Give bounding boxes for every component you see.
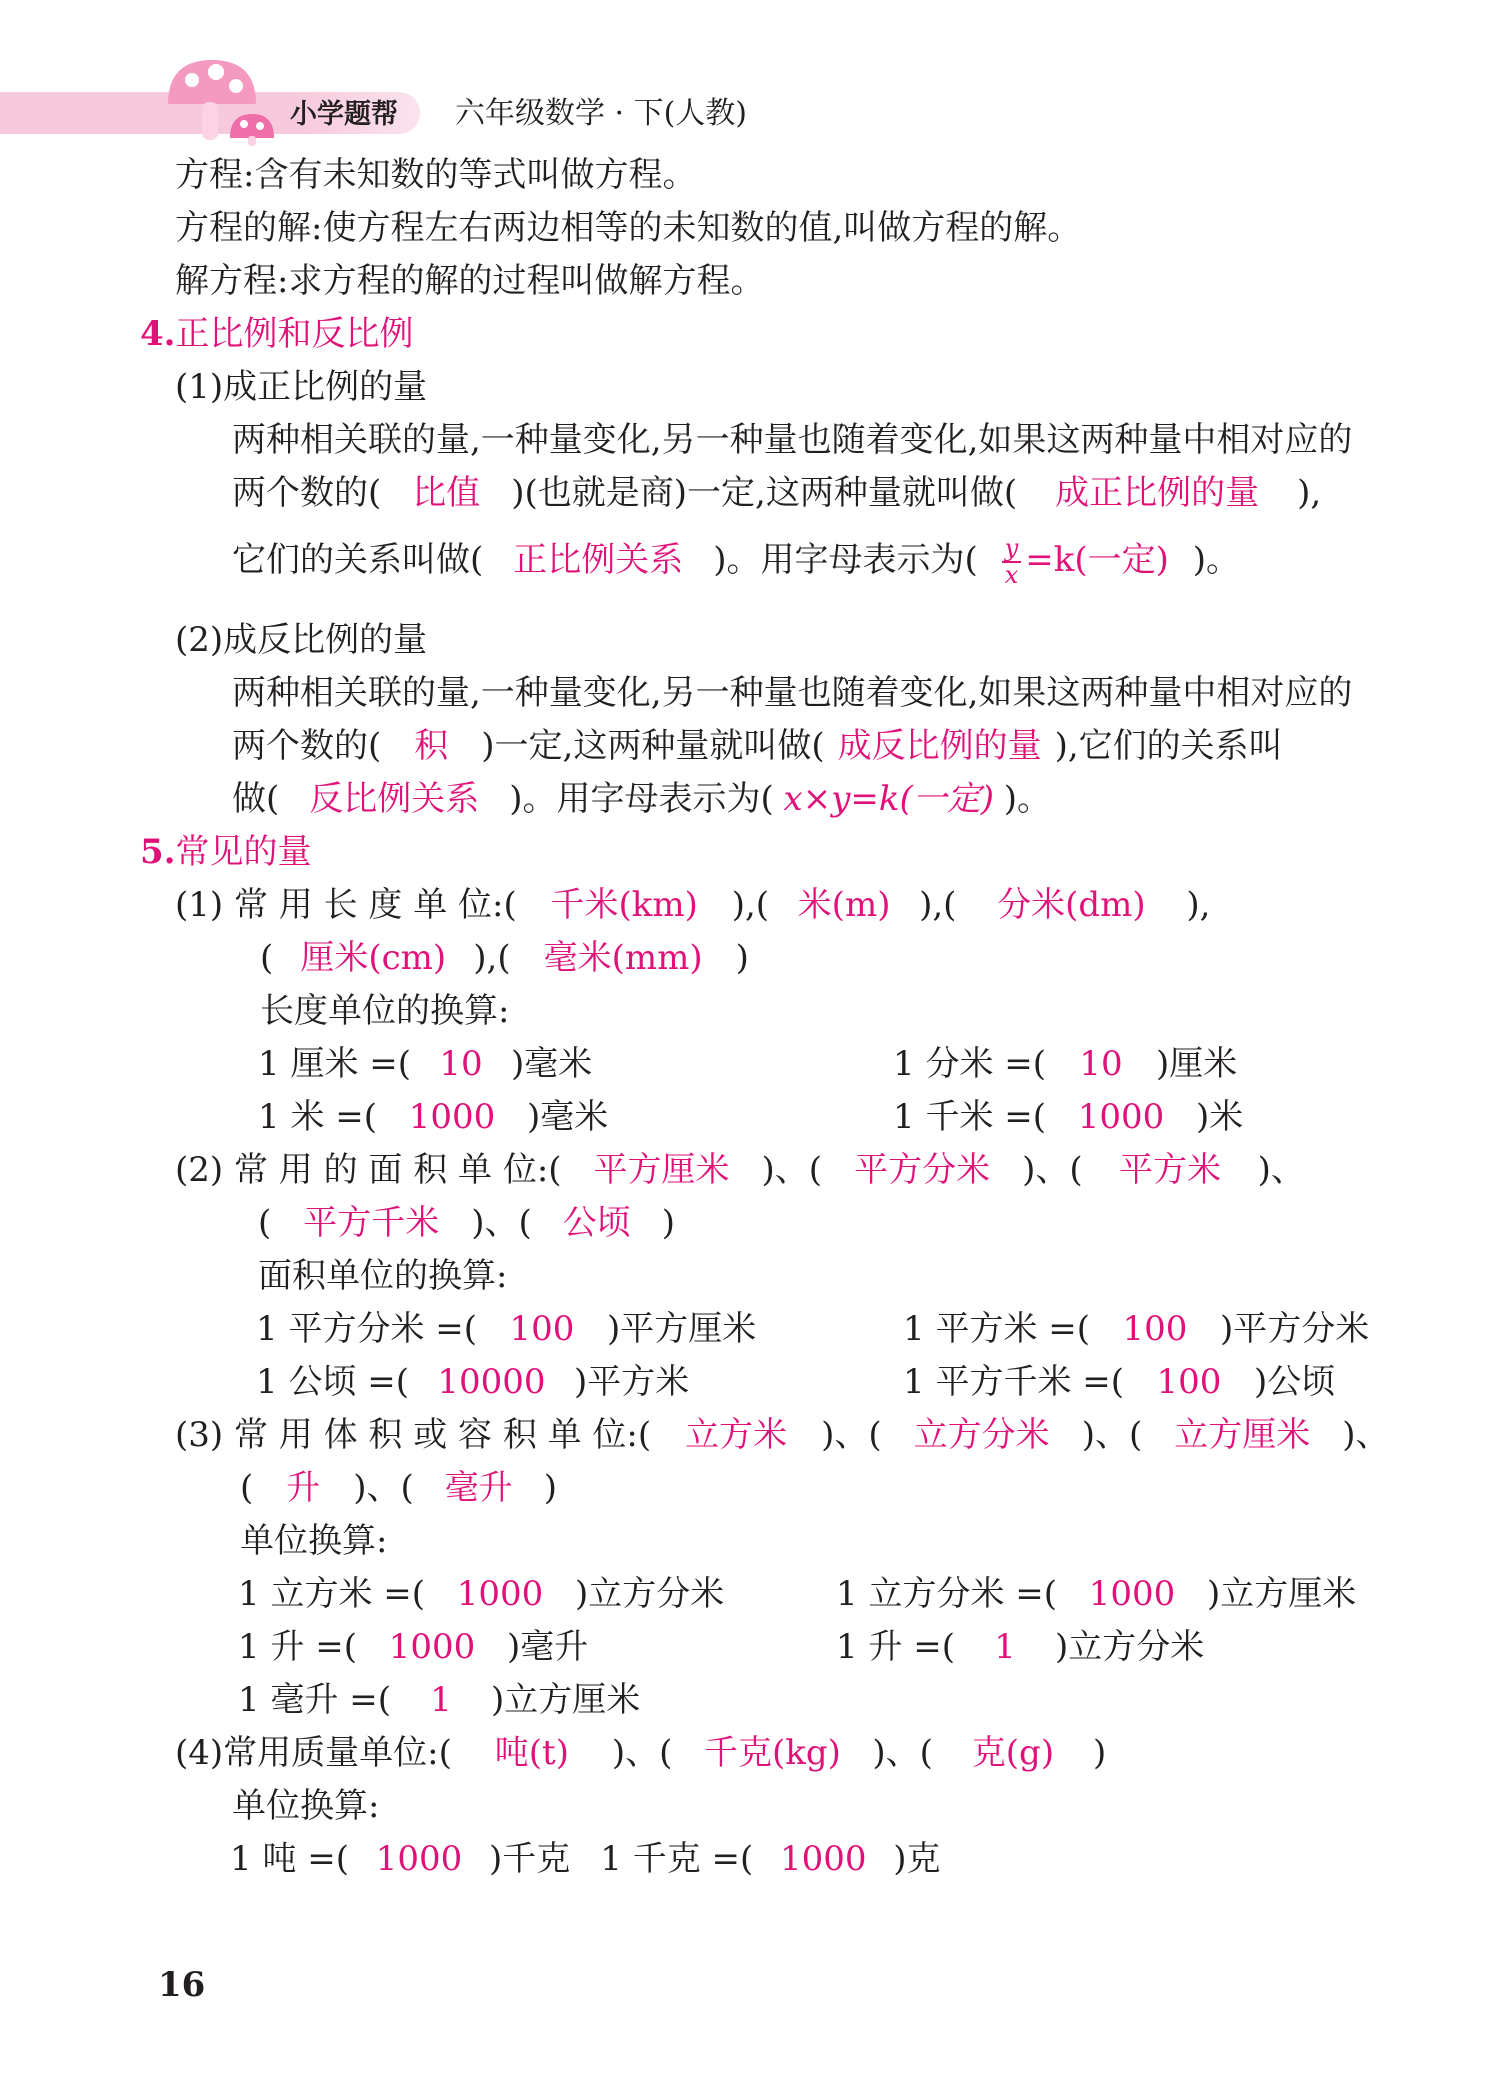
area-units-line xyxy=(175,1150,1305,1190)
answer-inverse-relation: 反比例关系 xyxy=(309,779,480,819)
mass-units-line xyxy=(175,1733,1107,1773)
conversion-answer: 100 xyxy=(1156,1362,1222,1402)
separator: ), xyxy=(1186,885,1211,925)
answer-ratio: 比值 xyxy=(412,473,481,513)
conversion-item xyxy=(836,1627,1205,1667)
volume-units-line xyxy=(240,1468,558,1508)
unit-answer: 吨(t) xyxy=(494,1733,569,1773)
text-segment: 两个数的( xyxy=(232,726,382,766)
unit-answer: 分米(dm) xyxy=(997,885,1146,925)
text-segment: 1 千克 =( xyxy=(600,1839,754,1879)
conversion-answer: 1000 xyxy=(1077,1097,1165,1137)
text-segment: )立方分米 xyxy=(575,1574,725,1614)
text-segment: )公顷 xyxy=(1254,1362,1336,1402)
conversion-answer: 10000 xyxy=(437,1362,546,1402)
text-segment: )平方厘米 xyxy=(607,1309,757,1349)
text-segment: 1 米 =( xyxy=(258,1097,377,1137)
separator: ) xyxy=(1092,1733,1107,1773)
unit-answer: 公顷 xyxy=(562,1203,631,1243)
unit-answer: 千克(kg) xyxy=(703,1733,841,1773)
separator: ),( xyxy=(919,885,957,925)
separator: ) xyxy=(735,938,749,978)
unit-answer: 米(m) xyxy=(797,885,891,925)
fraction-numerator: y xyxy=(1002,536,1022,563)
text-segment: 1 升 =( xyxy=(238,1627,357,1667)
separator: ) xyxy=(661,1203,676,1243)
conversion-answer: 1000 xyxy=(456,1574,544,1614)
unit-answer: 立方分米 xyxy=(913,1415,1050,1455)
conversion-answer: 1000 xyxy=(780,1839,867,1879)
definition-solving: 解方程:求方程的解的过程叫做解方程。 xyxy=(175,261,765,301)
text-segment: 1 公顷 =( xyxy=(256,1362,409,1402)
unit-answer: 平方千米 xyxy=(303,1203,440,1243)
definition-solution: 方程的解:使方程左右两边相等的未知数的值,叫做方程的解。 xyxy=(175,208,1082,248)
text-segment: 1 升 =( xyxy=(836,1627,955,1667)
text-segment: )一定,这两种量就叫做( xyxy=(481,726,825,766)
separator: )、( xyxy=(761,1150,823,1190)
text-segment: )(也就是商)一定,这两种量就叫做( xyxy=(511,473,1018,513)
answer-formula: x×y=k(一定) xyxy=(783,779,995,819)
unit-answer: 克(g) xyxy=(971,1733,1055,1773)
fill-blank-line xyxy=(232,473,1322,513)
text-segment: )立方厘米 xyxy=(491,1680,641,1720)
section-number: 5. xyxy=(140,832,176,872)
conversion-label: 面积单位的换算: xyxy=(258,1256,508,1296)
separator: )、( xyxy=(611,1733,673,1773)
text-segment: 它们的关系叫做( xyxy=(232,540,484,581)
text-segment: )。用字母表示为( xyxy=(509,779,774,819)
conversion-answer: 1000 xyxy=(408,1097,496,1137)
text-segment: )毫米 xyxy=(511,1044,593,1084)
text-segment: )克 xyxy=(893,1839,941,1879)
fraction xyxy=(1002,536,1022,588)
unit-answer: 毫升 xyxy=(444,1468,513,1508)
brand-name: 小学题帮 xyxy=(290,99,398,130)
text-segment: 1 平方千米 =( xyxy=(903,1362,1124,1402)
text-segment: 两个数的( xyxy=(232,473,382,513)
separator: ),( xyxy=(731,885,770,925)
answer-product: 积 xyxy=(414,726,449,766)
book-title: 六年级数学 · 下(人教) xyxy=(455,96,748,131)
unit-answer: 升 xyxy=(286,1468,321,1508)
conversion-answer: 1000 xyxy=(1088,1574,1176,1614)
text-segment: ), xyxy=(1297,473,1322,513)
conversion-answer: 1000 xyxy=(388,1627,476,1667)
conversion-label: 单位换算: xyxy=(232,1786,380,1826)
fill-blank-line xyxy=(232,536,1240,588)
conversion-label: 长度单位的换算: xyxy=(260,991,510,1031)
answer-inverse-proportion: 成反比例的量 xyxy=(837,726,1042,766)
unit-answer: 厘米(cm) xyxy=(300,938,447,978)
conversion-answer: 1 xyxy=(994,1627,1016,1667)
separator: )、 xyxy=(1257,1150,1305,1190)
text-segment: )米 xyxy=(1196,1097,1244,1137)
text-segment: 1 立方米 =( xyxy=(238,1574,425,1614)
text-segment: )毫升 xyxy=(507,1627,589,1667)
conversion-answer: 100 xyxy=(1122,1309,1188,1349)
answer-direct-proportion: 成正比例的量 xyxy=(1055,473,1260,513)
conversion-answer: 10 xyxy=(1079,1044,1123,1084)
text-segment: )。 xyxy=(1192,540,1241,581)
conversion-answer: 10 xyxy=(439,1044,483,1084)
volume-units-line xyxy=(175,1415,1390,1455)
unit-answer: 平方米 xyxy=(1119,1150,1222,1190)
conversion-item xyxy=(258,1044,593,1084)
section-title-text: 正比例和反比例 xyxy=(175,314,414,354)
unit-answer: 平方厘米 xyxy=(593,1150,730,1190)
conversion-answer: 1000 xyxy=(375,1839,463,1879)
conversion-answer: 1 xyxy=(430,1680,452,1720)
area-units-line xyxy=(258,1203,676,1243)
text-segment: 1 立方分米 =( xyxy=(836,1574,1057,1614)
conversion-item xyxy=(903,1362,1336,1402)
formula-rest: =k(一定) xyxy=(1025,540,1169,581)
text-segment: )。 xyxy=(1003,779,1052,819)
separator: )、( xyxy=(1081,1415,1143,1455)
text-segment: )平方分米 xyxy=(1220,1309,1370,1349)
conversion-item xyxy=(238,1574,725,1614)
text-segment: 1 平方米 =( xyxy=(903,1309,1090,1349)
separator: ( xyxy=(258,1203,272,1243)
paragraph-line: 两种相关联的量,一种量变化,另一种量也随着变化,如果这两种量中相对应的 xyxy=(232,673,1353,713)
conversion-item xyxy=(903,1309,1370,1349)
unit-answer: 立方厘米 xyxy=(1174,1415,1311,1455)
separator: )、( xyxy=(1022,1150,1083,1190)
separator: )、( xyxy=(471,1203,532,1243)
unit-answer: 平方分米 xyxy=(854,1150,991,1190)
separator: )、( xyxy=(821,1415,882,1455)
conversion-item xyxy=(893,1044,1238,1084)
separator: ( xyxy=(260,938,274,978)
length-units-line xyxy=(260,938,749,978)
text-segment: )厘米 xyxy=(1156,1044,1238,1084)
text-segment: )立方厘米 xyxy=(1207,1574,1357,1614)
definition-equation: 方程:含有未知数的等式叫做方程。 xyxy=(175,155,697,195)
conversion-item xyxy=(238,1680,641,1720)
conversion-label: 单位换算: xyxy=(240,1521,388,1561)
sub-heading: (2)成反比例的量 xyxy=(175,620,428,660)
text-segment: ),它们的关系叫 xyxy=(1054,726,1283,766)
separator: ) xyxy=(543,1468,558,1508)
section-5-title xyxy=(140,832,312,872)
separator: )、 xyxy=(1342,1415,1390,1455)
text-segment: )千克 xyxy=(489,1839,571,1879)
unit-answer: 毫米(mm) xyxy=(543,938,703,978)
separator: )、( xyxy=(353,1468,414,1508)
text-segment: )毫米 xyxy=(527,1097,609,1137)
text-segment: 1 平方分米 =( xyxy=(256,1309,477,1349)
fraction-denominator: x xyxy=(1004,561,1019,590)
answer-direct-relation: 正比例关系 xyxy=(513,540,684,581)
text-segment: 1 吨 =( xyxy=(230,1839,349,1879)
paragraph-line: 两种相关联的量,一种量变化,另一种量也随着变化,如果这两种量中相对应的 xyxy=(232,420,1353,460)
separator: ( xyxy=(240,1468,254,1508)
text-segment: )立方分米 xyxy=(1055,1627,1205,1667)
page-number: 16 xyxy=(158,1965,206,2005)
unit-answer: 立方米 xyxy=(685,1415,788,1455)
text-segment: 1 毫升 =( xyxy=(238,1680,391,1720)
conversion-item xyxy=(256,1309,757,1349)
text-segment: 1 千米 =( xyxy=(893,1097,1046,1137)
sub-heading: (4)常用质量单位:( xyxy=(175,1733,452,1773)
conversion-item xyxy=(893,1097,1244,1137)
section-4-title xyxy=(140,314,414,354)
text-segment: )。用字母表示为( xyxy=(713,540,978,581)
separator: ),( xyxy=(473,938,511,978)
mushroom-logo-icon xyxy=(160,56,280,148)
sub-heading: (2) 常 用 的 面 积 单 位:( xyxy=(175,1150,562,1190)
section-title-text: 常见的量 xyxy=(175,832,312,872)
sub-heading: (1)成正比例的量 xyxy=(175,367,428,407)
separator: )、( xyxy=(872,1733,933,1773)
conversion-answer: 100 xyxy=(509,1309,575,1349)
conversion-item xyxy=(230,1839,941,1879)
length-units-line xyxy=(175,885,1211,925)
section-number: 4. xyxy=(140,314,176,354)
conversion-item xyxy=(836,1574,1357,1614)
answer-formula xyxy=(978,536,1193,588)
text-segment: )平方米 xyxy=(574,1362,690,1402)
conversion-item xyxy=(256,1362,690,1402)
unit-answer: 千米(km) xyxy=(550,885,698,925)
text-segment: 做( xyxy=(232,779,280,819)
sub-heading: (1) 常 用 长 度 单 位:( xyxy=(175,885,517,925)
fill-blank-line xyxy=(232,726,1283,766)
fill-blank-line xyxy=(232,779,1052,819)
sub-heading: (3) 常 用 体 积 或 容 积 单 位:( xyxy=(175,1415,652,1455)
text-segment: 1 分米 =( xyxy=(893,1044,1046,1084)
conversion-item xyxy=(238,1627,589,1667)
text-segment: 1 厘米 =( xyxy=(258,1044,411,1084)
conversion-item xyxy=(258,1097,609,1137)
